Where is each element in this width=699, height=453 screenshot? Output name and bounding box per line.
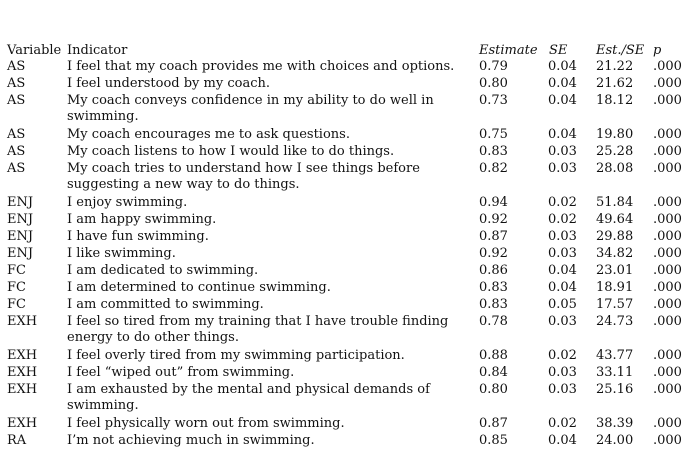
est-se-cell: 43.77 bbox=[596, 348, 634, 363]
header-est-se: Est./SE bbox=[596, 43, 645, 58]
est-se-cell: 29.88 bbox=[596, 229, 634, 244]
estimate-cell: 0.92 bbox=[479, 212, 508, 227]
header-indicator: Indicator bbox=[67, 43, 128, 58]
indicator-cell: I enjoy swimming. bbox=[67, 195, 188, 210]
se-cell: 0.03 bbox=[548, 365, 577, 380]
variable-cell: FC bbox=[7, 263, 26, 278]
table-row bbox=[7, 161, 693, 195]
variable-cell: AS bbox=[7, 59, 26, 74]
table-row bbox=[7, 416, 693, 433]
estimate-cell: 0.87 bbox=[479, 416, 508, 431]
se-cell: 0.03 bbox=[548, 229, 577, 244]
p-cell: .000 bbox=[653, 144, 682, 159]
se-cell: 0.02 bbox=[548, 416, 577, 431]
table-row bbox=[7, 93, 693, 127]
est-se-cell: 28.08 bbox=[596, 161, 634, 176]
table-row bbox=[7, 59, 693, 76]
table-row bbox=[7, 433, 693, 450]
estimate-cell: 0.82 bbox=[479, 161, 508, 176]
estimate-cell: 0.83 bbox=[479, 144, 508, 159]
estimate-cell: 0.85 bbox=[479, 433, 508, 448]
variable-cell: EXH bbox=[7, 348, 38, 363]
variable-cell: EXH bbox=[7, 314, 38, 329]
estimate-cell: 0.79 bbox=[479, 59, 508, 74]
se-cell: 0.04 bbox=[548, 263, 577, 278]
variable-cell: AS bbox=[7, 127, 26, 142]
indicator-cell: My coach conveys confidence in my ability to do well in swimming. bbox=[67, 93, 434, 124]
table-row bbox=[7, 127, 693, 144]
p-cell: .000 bbox=[653, 229, 682, 244]
se-cell: 0.05 bbox=[548, 297, 577, 312]
indicator-cell: I am exhausted by the mental and physical demands of swimming. bbox=[67, 382, 430, 413]
p-cell: .000 bbox=[653, 433, 682, 448]
p-cell: .000 bbox=[653, 59, 682, 74]
estimate-cell: 0.80 bbox=[479, 76, 508, 91]
indicator-cell: I feel understood by my coach. bbox=[67, 76, 270, 91]
header-variable: Variable bbox=[7, 43, 62, 58]
indicator-cell: I feel that my coach provides me with choices and options. bbox=[67, 59, 455, 74]
factor-loadings-table bbox=[7, 42, 693, 450]
p-cell: .000 bbox=[653, 127, 682, 142]
header-p: p bbox=[653, 43, 662, 58]
se-cell: 0.03 bbox=[548, 382, 577, 397]
table-row bbox=[7, 195, 693, 212]
se-cell: 0.02 bbox=[548, 195, 577, 210]
indicator-cell: I have fun swimming. bbox=[67, 229, 209, 244]
variable-cell: EXH bbox=[7, 416, 38, 431]
p-cell: .000 bbox=[653, 348, 682, 363]
variable-cell: AS bbox=[7, 76, 26, 91]
est-se-cell: 24.73 bbox=[596, 314, 634, 329]
p-cell: .000 bbox=[653, 195, 682, 210]
estimate-cell: 0.80 bbox=[479, 382, 508, 397]
variable-cell: EXH bbox=[7, 365, 38, 380]
table-row bbox=[7, 365, 693, 382]
indicator-cell: I feel “wiped out” from swimming. bbox=[67, 365, 295, 380]
table-row bbox=[7, 382, 693, 416]
header-se: SE bbox=[549, 43, 568, 58]
variable-cell: AS bbox=[7, 93, 26, 108]
indicator-cell: My coach tries to understand how I see things before suggesting a new way to do things. bbox=[67, 161, 420, 192]
table-row bbox=[7, 280, 693, 297]
indicator-cell: I am happy swimming. bbox=[67, 212, 217, 227]
indicator-cell: I’m not achieving much in swimming. bbox=[67, 433, 315, 448]
indicator-cell: My coach encourages me to ask questions. bbox=[67, 127, 350, 142]
se-cell: 0.03 bbox=[548, 246, 577, 261]
p-cell: .000 bbox=[653, 314, 682, 329]
table-row bbox=[7, 144, 693, 161]
se-cell: 0.02 bbox=[548, 212, 577, 227]
est-se-cell: 25.28 bbox=[596, 144, 634, 159]
p-cell: .000 bbox=[653, 365, 682, 380]
table-row bbox=[7, 229, 693, 246]
table-row bbox=[7, 76, 693, 93]
est-se-cell: 18.91 bbox=[596, 280, 634, 295]
estimate-cell: 0.78 bbox=[479, 314, 508, 329]
estimate-cell: 0.75 bbox=[479, 127, 508, 142]
table-row bbox=[7, 246, 693, 263]
p-cell: .000 bbox=[653, 246, 682, 261]
estimate-cell: 0.83 bbox=[479, 280, 508, 295]
est-se-cell: 23.01 bbox=[596, 263, 634, 278]
estimate-cell: 0.84 bbox=[479, 365, 508, 380]
variable-cell: AS bbox=[7, 144, 26, 159]
variable-cell: ENJ bbox=[7, 195, 34, 210]
est-se-cell: 21.22 bbox=[596, 59, 634, 74]
est-se-cell: 21.62 bbox=[596, 76, 634, 91]
indicator-cell: I am dedicated to swimming. bbox=[67, 263, 259, 278]
se-cell: 0.03 bbox=[548, 314, 577, 329]
table-row bbox=[7, 314, 693, 348]
estimate-cell: 0.86 bbox=[479, 263, 508, 278]
est-se-cell: 24.00 bbox=[596, 433, 634, 448]
p-cell: .000 bbox=[653, 416, 682, 431]
variable-cell: FC bbox=[7, 297, 26, 312]
variable-cell: ENJ bbox=[7, 246, 34, 261]
se-cell: 0.02 bbox=[548, 348, 577, 363]
p-cell: .000 bbox=[653, 76, 682, 91]
estimate-cell: 0.92 bbox=[479, 246, 508, 261]
est-se-cell: 49.64 bbox=[596, 212, 634, 227]
indicator-cell: My coach listens to how I would like to do things. bbox=[67, 144, 395, 159]
se-cell: 0.04 bbox=[548, 59, 577, 74]
p-cell: .000 bbox=[653, 161, 682, 176]
indicator-cell: I like swimming. bbox=[67, 246, 176, 261]
est-se-cell: 17.57 bbox=[596, 297, 634, 312]
indicator-cell: I feel physically worn out from swimming. bbox=[67, 416, 345, 431]
table-body bbox=[7, 59, 693, 450]
p-cell: .000 bbox=[653, 212, 682, 227]
variable-cell: EXH bbox=[7, 382, 38, 397]
variable-cell: RA bbox=[7, 433, 27, 448]
p-cell: .000 bbox=[653, 263, 682, 278]
table-row bbox=[7, 297, 693, 314]
est-se-cell: 33.11 bbox=[596, 365, 634, 380]
estimate-cell: 0.94 bbox=[479, 195, 508, 210]
se-cell: 0.04 bbox=[548, 93, 577, 108]
se-cell: 0.04 bbox=[548, 280, 577, 295]
se-cell: 0.04 bbox=[548, 433, 577, 448]
est-se-cell: 34.82 bbox=[596, 246, 634, 261]
table-row bbox=[7, 212, 693, 229]
estimate-cell: 0.73 bbox=[479, 93, 508, 108]
est-se-cell: 18.12 bbox=[596, 93, 634, 108]
se-cell: 0.04 bbox=[548, 127, 577, 142]
p-cell: .000 bbox=[653, 382, 682, 397]
se-cell: 0.03 bbox=[548, 144, 577, 159]
p-cell: .000 bbox=[653, 280, 682, 295]
est-se-cell: 51.84 bbox=[596, 195, 634, 210]
est-se-cell: 25.16 bbox=[596, 382, 634, 397]
table-row bbox=[7, 348, 693, 365]
se-cell: 0.04 bbox=[548, 76, 577, 91]
estimate-cell: 0.87 bbox=[479, 229, 508, 244]
indicator-cell: I feel overly tired from my swimming participation. bbox=[67, 348, 405, 363]
variable-cell: ENJ bbox=[7, 212, 34, 227]
variable-cell: FC bbox=[7, 280, 26, 295]
variable-cell: ENJ bbox=[7, 229, 34, 244]
indicator-cell: I am committed to swimming. bbox=[67, 297, 264, 312]
p-cell: .000 bbox=[653, 297, 682, 312]
se-cell: 0.03 bbox=[548, 161, 577, 176]
header-estimate: Estimate bbox=[479, 43, 538, 58]
p-cell: .000 bbox=[653, 93, 682, 108]
indicator-cell: I am determined to continue swimming. bbox=[67, 280, 331, 295]
est-se-cell: 38.39 bbox=[596, 416, 634, 431]
estimate-cell: 0.88 bbox=[479, 348, 508, 363]
table-header bbox=[7, 42, 693, 59]
estimate-cell: 0.83 bbox=[479, 297, 508, 312]
variable-cell: AS bbox=[7, 161, 26, 176]
est-se-cell: 19.80 bbox=[596, 127, 634, 142]
indicator-cell: I feel so tired from my training that I have trouble finding energy to do other things. bbox=[67, 314, 449, 345]
table-row bbox=[7, 263, 693, 280]
